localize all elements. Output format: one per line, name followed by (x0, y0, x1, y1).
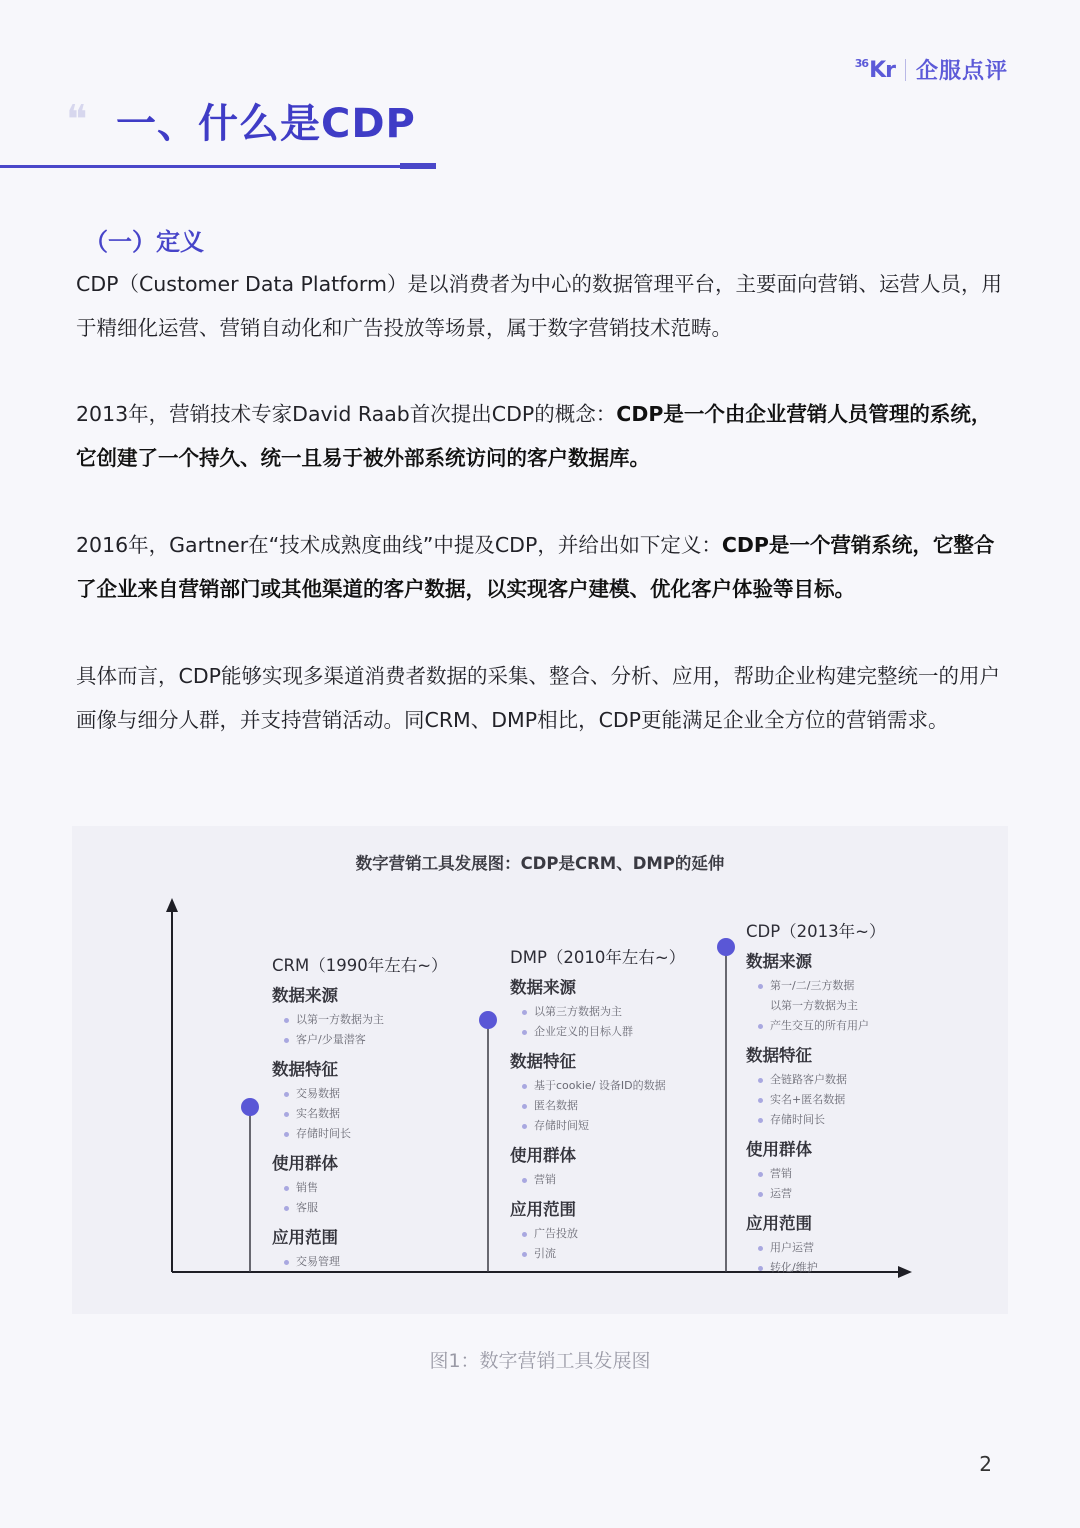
era-dmp (510, 944, 685, 1266)
era-cdp (746, 918, 886, 1280)
list-item: 运营 (746, 1184, 886, 1204)
brand-divider (905, 59, 906, 81)
list-item: 营销 (746, 1164, 886, 1184)
paragraph-bold-text: CDP是一个营销系统，它整合了企业来自营销部门或其他渠道的客户数据，以实现客户建模、优化客户体验等目标。 (76, 533, 995, 601)
era-heading: 使用群体 (272, 1154, 338, 1173)
era-list (272, 1252, 448, 1272)
paragraph-text: 2013年，营销技术专家David Raab首次提出CDP的概念： (76, 402, 617, 426)
era-heading: 应用范围 (272, 1228, 338, 1247)
brand-logo (855, 54, 1008, 85)
paragraph-summary (76, 654, 1006, 742)
list-item: 客户/少量潜客 (272, 1030, 448, 1050)
era-heading: 应用范围 (510, 1200, 576, 1219)
era-title: CRM（1990年左右~） (272, 956, 448, 975)
list-item: 匿名数据 (510, 1096, 685, 1116)
era-list (746, 1164, 886, 1204)
list-item: 存储时间长 (746, 1110, 886, 1130)
era-list (746, 976, 886, 1036)
era-heading: 数据来源 (510, 978, 576, 997)
list-item: 以第一方数据为主 (770, 999, 858, 1012)
y-axis-arrow-icon (166, 898, 178, 912)
era-heading: 使用群体 (746, 1140, 812, 1159)
era-heading: 数据来源 (272, 986, 338, 1005)
era-heading: 应用范围 (746, 1214, 812, 1233)
era-list (510, 1224, 685, 1264)
era-list (272, 1178, 448, 1218)
list-item: 广告投放 (510, 1224, 685, 1244)
list-item: 引流 (510, 1244, 685, 1264)
x-axis-arrow-icon (898, 1266, 912, 1278)
era-list (272, 1084, 448, 1144)
list-item: 存储时间短 (510, 1116, 685, 1136)
list-item: 存储时间长 (272, 1124, 448, 1144)
list-item: 实名+匿名数据 (746, 1090, 886, 1110)
list-item: 转化/维护 (746, 1258, 886, 1278)
paragraph-definition (76, 262, 1006, 350)
list-item: 交易管理 (272, 1252, 448, 1272)
list-item: 销售 (272, 1178, 448, 1198)
subsection-title: （一）定义 (84, 228, 204, 256)
list-item: 产生交互的所有用户 (746, 1016, 886, 1036)
brand-36kr-mark: $^{36}$Kr (854, 56, 895, 83)
list-item: 用户运营 (746, 1238, 886, 1258)
list-item: 企业定义的目标人群 (510, 1022, 685, 1042)
list-item: 基于cookie/ 设备ID的数据 (510, 1076, 685, 1096)
list-item: 全链路客户数据 (746, 1070, 886, 1090)
brand-name: 企服点评 (915, 59, 1008, 84)
list-item: 营销 (510, 1170, 685, 1190)
era-heading: 使用群体 (510, 1146, 576, 1165)
paragraph-raab-definition (76, 392, 1006, 480)
era-title: CDP（2013年~） (746, 922, 886, 941)
era-heading: 数据来源 (746, 952, 812, 971)
list-item: 以第三方数据为主 (510, 1002, 685, 1022)
list-item: 实名数据 (272, 1104, 448, 1124)
era-heading: 数据特征 (510, 1052, 576, 1071)
figure-caption: 图1：数字营销工具发展图 (429, 1350, 651, 1372)
section-title: 一、什么是CDP (116, 101, 416, 147)
title-underline-accent (400, 163, 436, 169)
era-list (510, 1076, 685, 1136)
era-list (746, 1070, 886, 1130)
evolution-figure (72, 826, 1008, 1314)
era-title: DMP（2010年左右~） (510, 948, 686, 967)
figure-title: 数字营销工具发展图：CDP是CRM、DMP的延伸 (355, 854, 725, 873)
era-list (510, 1170, 685, 1190)
era-list (510, 1002, 685, 1042)
quote-decoration-icon: ❝ (66, 97, 88, 143)
paragraph-text: CDP（Customer Data Platform）是以消费者为中心的数据管理平台，主要面向营销、运营人员，用于精细化运营、营销自动化和广告投放等场景，属于数字营销技术范畴。 (76, 272, 1002, 340)
paragraph-text: 2016年，Gartner在“技术成熟度曲线”中提及CDP，并给出如下定义： (76, 533, 722, 557)
era-list (746, 1238, 886, 1278)
era-list (272, 1010, 448, 1050)
list-item: 以第一方数据为主 (272, 1010, 448, 1030)
cdp-marker-dot (717, 938, 735, 956)
list-item: 交易数据 (272, 1084, 448, 1104)
era-heading: 数据特征 (746, 1046, 812, 1065)
crm-marker-dot (241, 1098, 259, 1116)
page-number: 2 (979, 1452, 992, 1476)
paragraph-bold-text: CDP是一个由企业营销人员管理的系统，它创建了一个持久、统一且易于被外部系统访问的客户数据库。 (76, 402, 992, 470)
era-crm (272, 952, 448, 1274)
era-heading: 数据特征 (272, 1060, 338, 1079)
list-item: 客服 (272, 1198, 448, 1218)
paragraph-text: 具体而言，CDP能够实现多渠道消费者数据的采集、整合、分析、应用，帮助企业构建完整统一的用户画像与细分人群，并支持营销活动。同CRM、DMP相比，CDP更能满足企业全方位的营销需求。 (76, 664, 1000, 732)
list-item: 第一/二/三方数据 (746, 976, 886, 996)
title-underline (0, 165, 400, 168)
dmp-marker-dot (479, 1011, 497, 1029)
paragraph-gartner-definition (76, 523, 1006, 611)
